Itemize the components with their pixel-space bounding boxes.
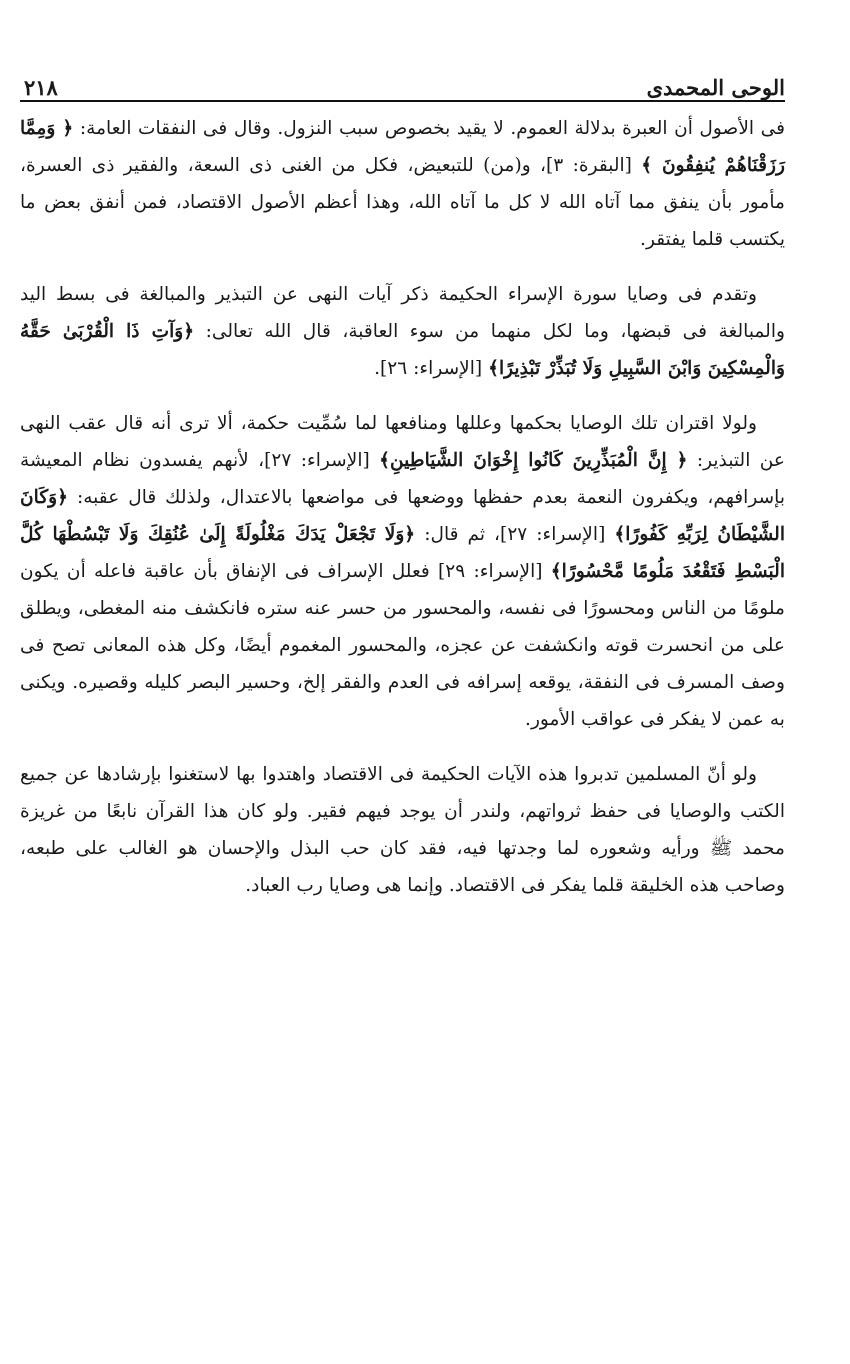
text-segment: [الإسراء: ٢٧]، لأنهم يفسدون نظام المعيشة بإسرافهم، ويكفرون النعمة بعدم حفظها ووضعها فى مواضعها بالاعتدال، ولذلك قال عقبه: [20, 450, 785, 508]
paragraph-1 [20, 110, 785, 258]
text-segment: [الإسراء: ٢٩] فعلل الإسراف فى الإنفاق بأن عاقبة فاعله أن يكون ملومًا من الناس ومحسورًا فى نفسه، والمحسور من حسر عنه ستره فانكشف منه المغطى، ويطلق على من انحسرت قوته وانكشفت عن عجزه، والمحسور المغموم أيضًا، وكل هذه المعانى تصح فى وصف المسرف فى النفقة، يوقعه إسرافه فى العدم والفقر إلخ، وحسير البصر كليله وقصيره. ويكنى به عمن لا يفكر فى عواقب الأمور. [20, 561, 785, 730]
quran-verse: ﴿وَلَا تَجْعَلْ يَدَكَ مَغْلُولَةً إِلَىٰ عُنُقِكَ وَلَا تَبْسُطْهَا كُلَّ الْبَسْطِ فَتَقْعُدَ مَلُومًا مَّحْسُورًا﴾ [20, 524, 786, 582]
book-title: الوحى المحمدى [646, 75, 785, 100]
text-segment: وتقدم فى وصايا سورة الإسراء الحكيمة ذكر آيات النهى عن التبذير والمبالغة فى بسط اليد والمبالغة فى قبضها، وما لكل منهما من سوء العاقبة، قال الله تعالى: [20, 284, 785, 342]
page-number: ٢١٨ [24, 75, 58, 100]
text-segment: ولو أنّ المسلمين تدبروا هذه الآيات الحكيمة فى الاقتصاد واهتدوا بها لاستغنوا بإرشادها عن جميع الكتب والوصايا فى حفظ ثرواتهم، ولندر أن يوجد فيهم فقير. ولو كان هذا القرآن نابعًا من غريزة محمد ﷺ ورأيه وشعوره لما وجدتها فيه، فقد كان حب البذل والإحسان هو الغالب على طبعه، وصاحب هذه الخليقة قلما يفكر فى الاقتصاد. وإنما هى وصايا رب العباد. [20, 764, 785, 896]
text-segment: [البقرة: ٣]، و(من) للتبعيض، فكل من الغنى ذى السعة، والفقير ذى العسرة، مأمور بأن ينفق مما آتاه الله لا كل ما آتاه الله، وهذا أعظم الأصول الاقتصاد، فمن أنفق بعض ما يكتسب قلما يفتقر. [20, 155, 785, 250]
running-header [20, 60, 785, 102]
paragraph-4 [20, 756, 785, 904]
paragraph-2 [20, 276, 785, 387]
text-segment: ولولا اقتران تلك الوصايا بحكمها وعللها ومنافعها لما سُمِّيت حكمة، ألا ترى أنه قال عقب النهى عن التبذير: [20, 413, 785, 471]
text-segment: [الإسراء: ٢٦]. [374, 358, 489, 379]
text-segment: [الإسراء: ٢٧]، ثم قال: [415, 524, 615, 545]
quran-verse: ﴿وَكَانَ الشَّيْطَانُ لِرَبِّهِ كَفُورًا﴾ [20, 487, 785, 545]
quran-verse: ﴿ وَمِمَّا رَزَقْنَاهُمْ يُنفِقُونَ ﴾ [20, 118, 785, 176]
quran-verse: ﴿وَآتِ ذَا الْقُرْبَىٰ حَقَّهُ وَالْمِسْكِينَ وَابْنَ السَّبِيلِ وَلَا تُبَذِّرْ تَبْذِيرًا﴾ [20, 321, 785, 379]
quran-verse: ﴿ إِنَّ الْمُبَذِّرِينَ كَانُوا إِخْوَانَ الشَّيَاطِينِ﴾ [379, 450, 688, 471]
book-page [20, 60, 785, 922]
paragraph-3 [20, 405, 785, 738]
body-text [20, 110, 785, 904]
text-segment: فى الأصول أن العبرة بدلالة العموم. لا يقيد بخصوص سبب النزول. وقال فى النفقات العامة: [73, 118, 785, 139]
